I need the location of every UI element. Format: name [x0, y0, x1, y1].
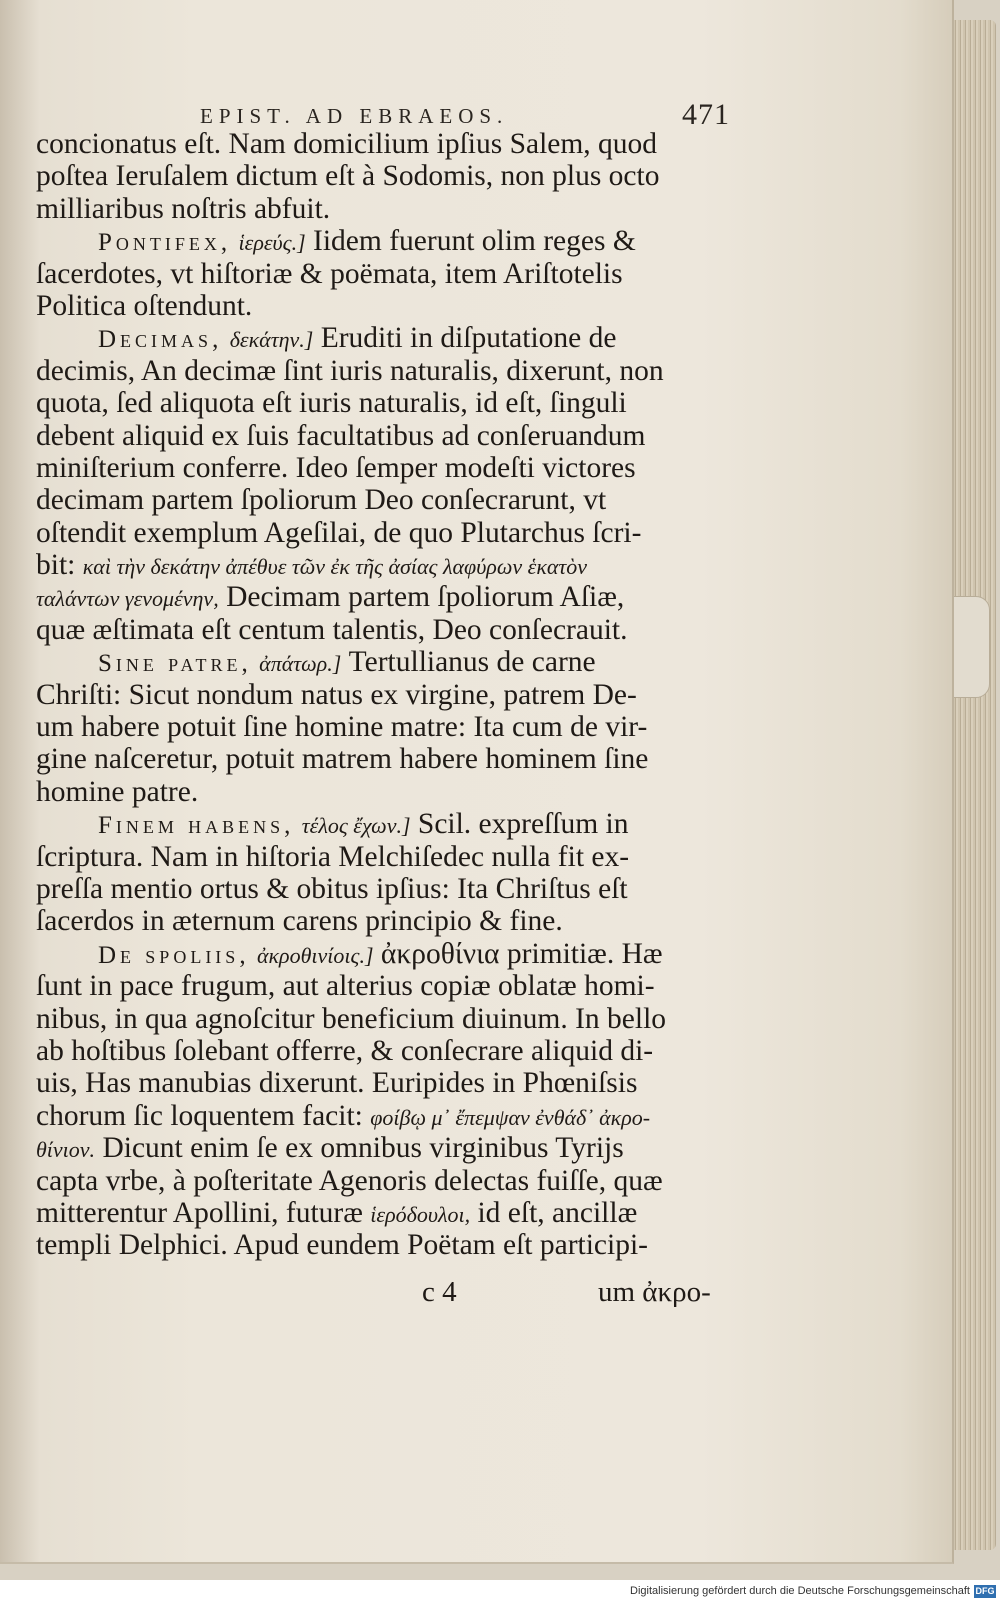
text-line	[36, 1197, 716, 1229]
running-title: EPIST. AD EBRAEOS.	[200, 104, 509, 128]
line-text: homine patre.	[36, 775, 199, 808]
text-line	[36, 808, 716, 840]
text-line	[36, 711, 716, 743]
line-text: Tertullianus de carne	[341, 646, 596, 679]
text-line	[36, 1003, 716, 1035]
line-text: quota, ſed aliquota eſt iuris naturalis, id eſt, ſinguli	[36, 387, 627, 420]
line-text: decimis, An decimæ ſint iuris naturalis, dixerunt, non	[36, 354, 664, 387]
line-text: nibus, in qua agnoſcitur beneficium diuinum. In bello	[36, 1002, 667, 1035]
line-text: oſtendit exemplum Ageſilai, de quo Plutarchus ſcri-	[36, 516, 642, 549]
text-line	[36, 322, 716, 354]
greek-quote: καὶ τὴν δεκάτην ἀπέθυε τῶν ἐκ τῆς ἀσίας λαφύρων ἑκατὸν	[82, 554, 588, 580]
greek-quote: φοίβῳ μ᾿ ἔπεμψαν ἐνθάδ᾿ ἀκρο-	[370, 1104, 651, 1130]
text-line	[36, 160, 716, 192]
lemma: Sine patre,	[98, 650, 252, 678]
text-line	[36, 290, 716, 322]
line-text: Dicunt enim ſe ex omnibus virginibus Tyrijs	[95, 1132, 624, 1165]
text-line	[36, 355, 716, 387]
text-line	[36, 1035, 716, 1067]
lemma: De spoliis,	[98, 941, 250, 969]
funding-credit: Digitalisierung gefördert durch die Deutsche Forschungsgemeinschaft	[630, 1585, 970, 1597]
line-text: milliaribus noſtris abfuit.	[36, 192, 331, 225]
greek-term: ταλάντων γενομένην,	[36, 586, 219, 612]
page-marker-tab	[952, 596, 990, 698]
dfg-logo: DFG	[975, 1586, 995, 1596]
line-text: um habere potuit ſine homine matre: Ita cum de vir-	[36, 711, 648, 744]
text-line	[36, 1100, 716, 1132]
line-text: ἀκροθίνια primitiæ. Hæ	[373, 937, 663, 970]
line-text: ſunt in pace frugum, aut alterius copiæ oblatæ homi-	[36, 970, 655, 1003]
text-line	[36, 938, 716, 970]
line-text: debent aliquid ex ſuis facultatibus ad conſeruandum	[36, 419, 646, 452]
line-text: Decimam partem ſpoliorum Aſiæ,	[218, 581, 625, 614]
line-text: decimam partem ſpoliorum Deo conſecrarunt, vt	[36, 484, 607, 517]
text-line	[36, 420, 716, 452]
text-line	[36, 646, 716, 678]
line-text: templi Delphici. Apud eundem Poëtam eſt participi-	[36, 1229, 648, 1262]
greek-term: τέλος ἔχων.]	[301, 813, 411, 839]
text-line	[36, 581, 716, 613]
text-line	[36, 517, 716, 549]
body-text	[36, 128, 716, 1262]
lemma: Decimas,	[98, 326, 223, 354]
catchword: um ἀκρο-	[598, 1276, 711, 1308]
line-text: ab hoſtibus ſolebant offerre, & conſecrare aliquid di-	[36, 1034, 654, 1067]
text-line	[36, 970, 716, 1002]
line-text: Iidem fuerunt olim reges &	[305, 225, 636, 258]
line-text: miniſterium conferre. Ideo ſemper modeſti victores	[36, 451, 636, 484]
text-line	[36, 225, 716, 257]
text-line	[36, 841, 716, 873]
line-text: ſcriptura. Nam in hiſtoria Melchiſedec nulla fit ex-	[36, 840, 630, 873]
text-line	[36, 614, 716, 646]
page-edges	[948, 20, 996, 1550]
line-text: ſacerdotes, vt hiſtoriæ & poëmata, item Ariſtotelis	[36, 257, 623, 290]
line-text: poſtea Ieruſalem dictum eſt à Sodomis, non plus octo	[36, 160, 660, 193]
line-text: gine naſceretur, potuit matrem habere hominem ſine	[36, 743, 649, 776]
greek-quote: ἱερόδουλοι,	[370, 1201, 471, 1227]
text-line	[36, 387, 716, 419]
lemma: Finem habens,	[98, 812, 295, 840]
line-text: Chriſti: Sicut nondum natus ex virgine, patrem De-	[36, 678, 637, 711]
text-line	[36, 905, 716, 937]
text-line	[36, 549, 716, 581]
line-text: capta vrbe, à poſteritate Agenoris delectas fuiſſe, quæ	[36, 1164, 663, 1197]
line-text: concionatus eſt. Nam domicilium ipſius Salem, quod	[36, 128, 658, 160]
line-text-continued: id eſt, ancillæ	[470, 1196, 638, 1229]
greek-term: ἀκροθινίοις.]	[256, 942, 374, 968]
line-text: preſſa mentio ortus & obitus ipſius: Ita Chriſtus eſt	[36, 872, 628, 905]
greek-term: δεκάτην.]	[229, 327, 314, 353]
text-line	[36, 743, 716, 775]
text-line	[36, 1229, 716, 1261]
text-line	[36, 484, 716, 516]
greek-term: θίνιον.	[36, 1137, 96, 1163]
text-line	[36, 873, 716, 905]
line-text: quæ æſtimata eſt centum talentis, Deo conſecrauit.	[36, 613, 628, 646]
text-line	[36, 258, 716, 290]
text-line	[36, 1165, 716, 1197]
text-line	[36, 193, 716, 225]
greek-term: ἀπάτωρ.]	[259, 651, 342, 677]
line-text: Scil. expreſſum in	[410, 808, 629, 841]
lemma: Pontifex,	[98, 229, 232, 257]
signature-mark: c 4	[422, 1276, 457, 1308]
line-text: chorum ſic loquentem facit:	[36, 1099, 371, 1132]
line-text: ſacerdos in æternum carens principio & fine.	[36, 905, 563, 938]
text-line	[36, 1132, 716, 1164]
text-line	[36, 1067, 716, 1099]
line-text: uis, Has manubias dixerunt. Euripides in Phœniſsis	[36, 1067, 638, 1100]
text-line	[36, 452, 716, 484]
page-footer	[36, 1276, 716, 1316]
page-number: 471	[682, 98, 730, 131]
line-text: mitterentur Apollini, futuræ	[36, 1196, 371, 1229]
greek-term: ἱερεύς.]	[238, 230, 306, 256]
text-line	[36, 776, 716, 808]
line-text: Eruditi in diſputatione de	[313, 322, 617, 355]
line-text: bit:	[36, 549, 83, 582]
line-text: Politica oſtendunt.	[36, 289, 253, 322]
credit-bar	[0, 1580, 1000, 1606]
text-line	[36, 128, 716, 160]
text-line	[36, 679, 716, 711]
